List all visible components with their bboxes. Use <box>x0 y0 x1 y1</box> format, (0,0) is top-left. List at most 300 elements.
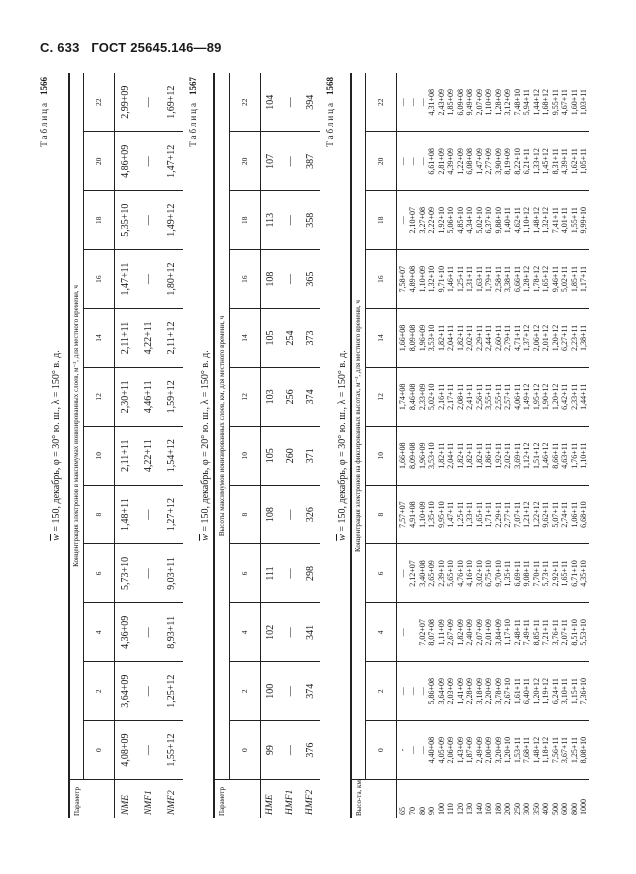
table-label <box>324 73 336 818</box>
cell-value: — <box>417 98 427 107</box>
cell-value: 260 <box>280 426 300 485</box>
hour-header: 8 <box>365 485 396 544</box>
table-row <box>579 73 589 818</box>
cell-value: 4,05+09 <box>437 721 447 780</box>
cell-value: 6,71+10 <box>570 544 580 603</box>
cell-value: 2,60+11 <box>494 309 504 368</box>
height-label: 180 <box>494 780 504 819</box>
cell-value: 2,81+09 <box>437 132 447 191</box>
cell-value: — <box>280 603 300 662</box>
cell-value: 1,35+11 <box>503 544 513 603</box>
table-row <box>396 73 408 818</box>
cell-value: 2,39+10 <box>437 544 447 603</box>
cell-value: — <box>137 603 160 662</box>
cell-value: 1,12+12 <box>522 426 532 485</box>
hour-header: 0 <box>229 721 260 780</box>
cell-value: 1,95+12 <box>532 367 542 426</box>
cell-value: 2,29+11 <box>494 485 504 544</box>
height-label: 80 <box>418 780 428 819</box>
height-label: 1000 <box>579 780 589 819</box>
table-row <box>427 73 437 818</box>
cell-value: 1,59+12 <box>160 367 183 426</box>
cell-value: 1,03+11 <box>579 89 588 116</box>
cell-value: 7,48+10 <box>512 88 522 116</box>
cell-value: 2,02+11 <box>465 309 475 368</box>
cell-value: 358 <box>300 191 320 250</box>
cell-value: 3,76+11 <box>551 603 561 662</box>
hour-header: 4 <box>365 603 396 662</box>
cell-value: 8,09+08 <box>408 426 418 485</box>
cell-value: 3,40+08 <box>418 544 428 603</box>
cell-value: 2,55+11 <box>494 367 504 426</box>
cell-value: 4,22+11 <box>137 309 160 368</box>
table-row <box>446 73 456 818</box>
cell-value: 5,94+11 <box>522 89 531 116</box>
row-label: NMF2 <box>160 780 183 819</box>
table-row <box>160 73 183 818</box>
cell-value: 2,02+11 <box>503 426 513 485</box>
cell-value: 6,40+11 <box>522 662 532 721</box>
cell-value: 6,08+08 <box>465 132 475 191</box>
hour-header: 10 <box>83 426 114 485</box>
cell-value: 3,27+08 <box>418 191 428 250</box>
table-row <box>437 73 447 818</box>
cell-value: — <box>280 132 300 191</box>
cell-value: 4,62+11 <box>513 191 523 250</box>
cell-value: 1,92+10 <box>437 191 447 250</box>
cell-value: 2,01+09 <box>484 603 494 662</box>
cell-value: — <box>397 98 407 107</box>
cell-value: — <box>280 485 300 544</box>
cell-value: 2,20+09 <box>484 662 494 721</box>
cell-value: 5,73+10 <box>114 544 137 603</box>
cell-value: 4,76+10 <box>456 544 466 603</box>
cell-value: 2,74+11 <box>560 485 570 544</box>
table-row <box>532 73 542 818</box>
page-number: С. 633 <box>40 40 80 55</box>
cell-value: 2,48+11 <box>513 603 523 662</box>
cell-value: — <box>137 544 160 603</box>
cell-value: 1,20+12 <box>551 309 561 368</box>
row-label: NME <box>114 780 137 819</box>
cell-value: 9,70+10 <box>494 544 504 603</box>
cell-value: 4,71+11 <box>513 309 523 368</box>
cell-value: 108 <box>260 485 280 544</box>
cell-value: 6,21+11 <box>522 132 532 191</box>
cell-value: 6,61+08 <box>427 132 437 191</box>
cell-value: 2,33+09 <box>418 367 428 426</box>
cell-value: 1,71+11 <box>484 485 494 544</box>
cell-value: 1,54+12 <box>160 426 183 485</box>
cell-value: — <box>396 132 408 191</box>
cell-value: 4,08+09 <box>114 721 137 780</box>
cell-value: 1,10+09 <box>484 88 493 116</box>
cell-value: 8,93+11 <box>160 603 183 662</box>
cell-value: 1,53+11 <box>513 721 523 780</box>
cell-value: 1,47+11 <box>114 250 137 309</box>
cell-value: 7,02+07 <box>418 603 428 662</box>
cell-value: 102 <box>260 603 280 662</box>
table-row <box>551 73 561 818</box>
height-label: 160 <box>484 780 494 819</box>
cell-value: 2,49+09 <box>475 721 485 780</box>
cell-value: 1,82+11 <box>456 426 466 485</box>
hour-header: 20 <box>83 132 114 191</box>
cell-value: 3,90+09 <box>494 132 504 191</box>
cell-value: 3,78+09 <box>494 662 504 721</box>
table-row <box>280 73 300 818</box>
cell-value: 4,01+11 <box>560 191 570 250</box>
cell-value: 1,27+12 <box>160 485 183 544</box>
cell-value: 2,07+11 <box>560 603 570 662</box>
cell-value: 1,48+12 <box>532 191 542 250</box>
cell-value: 2,30+11 <box>114 367 137 426</box>
cell-value: 2,44+11 <box>484 309 494 368</box>
table-1568 <box>324 73 592 818</box>
cell-value: 7,70+11 <box>532 544 542 603</box>
cell-value: 9,95+10 <box>437 485 447 544</box>
cell-value: 8,51+10 <box>570 603 580 662</box>
cell-value: 4,35+10 <box>579 544 589 603</box>
hour-header: 22 <box>94 98 103 106</box>
cell-value: — <box>418 721 428 780</box>
cell-value: 104 <box>264 94 276 110</box>
cell-value: 4,67+11 <box>560 89 569 116</box>
cell-value: 376 <box>300 721 320 780</box>
cell-value: — <box>284 97 296 108</box>
height-label: 70 <box>408 780 418 819</box>
cell-value: 3,38+11 <box>503 250 513 309</box>
cell-value: 2,67+09 <box>446 603 456 662</box>
cell-value: 1,47+11 <box>446 485 456 544</box>
title-variable: $\overline{w}$ <box>200 534 211 541</box>
cell-value: 1,65+12 <box>541 250 551 309</box>
cell-value: 6,37+10 <box>484 191 494 250</box>
cell-value: 1,61+11 <box>513 662 523 721</box>
cell-value: 2,67+10 <box>503 662 513 721</box>
height-label: 500 <box>551 780 561 819</box>
cell-value: 1,62+11 <box>570 132 580 191</box>
cell-value: 1,10+09 <box>418 250 428 309</box>
cell-value: — <box>280 721 300 780</box>
table-label-word: Таблица <box>325 101 335 147</box>
table-caption: Концентрация электронов на фиксированных высотах, м⁻³, для местного времени, ч <box>351 73 365 780</box>
title-text: = 150, декабрь, φ = 20° ю. ш., λ = 150° в. д. <box>200 350 211 535</box>
cell-value: 1,68+12 <box>541 88 550 116</box>
table-row <box>560 73 570 818</box>
cell-value: 2,08+11 <box>456 367 466 426</box>
cell-value: 2,04+11 <box>446 426 456 485</box>
cell-value: 8,85+11 <box>532 603 542 662</box>
cell-value: 8,07+08 <box>427 603 437 662</box>
cell-value: 6,09+08 <box>455 88 465 116</box>
table-label-word: Таблица <box>39 101 49 147</box>
cell-value: 1,45+12 <box>541 132 551 191</box>
cell-value: — <box>137 250 160 309</box>
table-number: 1567 <box>188 77 198 95</box>
cell-value: 371 <box>300 426 320 485</box>
hour-header: 12 <box>229 367 260 426</box>
cell-value: 7,57+07 <box>396 485 408 544</box>
cell-value: 373 <box>300 309 320 368</box>
cell-value: 1,66+08 <box>396 309 408 368</box>
cell-value: 2,99+09 <box>120 85 132 119</box>
table-label-word: Таблица <box>188 101 198 147</box>
hour-header: 0 <box>365 721 396 780</box>
standard-id: ГОСТ 25645.146—89 <box>91 40 222 55</box>
table-row <box>418 73 428 818</box>
cell-value: 1,80+12 <box>160 250 183 309</box>
hour-header: 10 <box>229 426 260 485</box>
cell-value: 1,05+11 <box>579 132 589 191</box>
cell-value: — <box>137 721 160 780</box>
cell-value: 2,28+09 <box>465 662 475 721</box>
cell-value: — <box>280 250 300 309</box>
cell-value: 8,08+10 <box>579 721 589 780</box>
cell-value: 1,90+12 <box>541 367 551 426</box>
cell-value: — <box>396 603 408 662</box>
hour-header: 14 <box>365 309 396 368</box>
table-row <box>570 73 580 818</box>
cell-value: 1,66+08 <box>396 426 408 485</box>
cell-value: 5,65+10 <box>446 544 456 603</box>
cell-value: 9,49+08 <box>465 88 474 116</box>
table-row <box>137 73 160 818</box>
cell-value: 387 <box>300 132 320 191</box>
hour-header: 18 <box>83 191 114 250</box>
height-label: 350 <box>532 780 542 819</box>
table-label <box>187 73 199 818</box>
height-label: 65 <box>396 780 408 819</box>
cell-value: 6,66+11 <box>513 250 523 309</box>
cell-value: 2,23+11 <box>570 309 580 368</box>
table-label <box>38 73 50 818</box>
height-label: 200 <box>503 780 513 819</box>
cell-value: 1,35+10 <box>427 485 437 544</box>
table-row <box>300 73 320 818</box>
height-label: 110 <box>446 780 456 819</box>
cell-value: — <box>137 485 160 544</box>
table-row <box>503 73 513 818</box>
row-label: NMF1 <box>137 780 160 819</box>
cell-value: 1,51+12 <box>532 426 542 485</box>
table-row <box>408 73 418 818</box>
hour-header: 4 <box>83 603 114 662</box>
cell-value: 1,63+11 <box>475 250 485 309</box>
hour-header: 16 <box>229 250 260 309</box>
cell-value: 4,16+10 <box>465 544 475 603</box>
cell-value: 1,38+11 <box>579 309 589 368</box>
cell-value: 6,24+11 <box>551 662 561 721</box>
cell-value: 1,69+12 <box>166 85 177 119</box>
cell-value: 2,10+07 <box>408 191 418 250</box>
cell-value: 9,62+11 <box>541 485 551 544</box>
cell-value: 7,36+10 <box>579 662 589 721</box>
cell-value: 374 <box>300 367 320 426</box>
cell-value: 3,64+09 <box>114 662 137 721</box>
hour-header: 10 <box>365 426 396 485</box>
cell-value: 9,71+10 <box>437 250 447 309</box>
cell-value: 2,03+09 <box>446 662 456 721</box>
cell-value: 2,33+11 <box>570 367 580 426</box>
cell-value: 108 <box>260 250 280 309</box>
cell-value: 1,46+11 <box>446 250 456 309</box>
cell-value: 4,39+11 <box>560 132 570 191</box>
cell-value: 254 <box>280 309 300 368</box>
cell-value: 105 <box>260 426 280 485</box>
hour-header: 6 <box>229 544 260 603</box>
cell-value: 1,82+11 <box>437 309 447 368</box>
cell-value: 1,86+11 <box>484 426 494 485</box>
hour-header: 22 <box>240 98 249 106</box>
table-1566 <box>38 73 184 818</box>
cell-value: 6,27+11 <box>560 309 570 368</box>
cell-value: 7,41+11 <box>551 191 561 250</box>
cell-value: 1,96+09 <box>418 309 428 368</box>
cell-value: 2,17+11 <box>446 367 456 426</box>
cell-value: 4,91+08 <box>408 485 418 544</box>
cell-value: 7,56+11 <box>551 721 561 780</box>
cell-value: 1,82+11 <box>437 426 447 485</box>
cell-value: 1,76+11 <box>570 426 580 485</box>
cell-value: 1,25+11 <box>456 250 466 309</box>
first-column-header: Параметр <box>69 780 114 819</box>
cell-value: — <box>137 132 160 191</box>
table-row <box>513 73 523 818</box>
table-title <box>50 73 64 818</box>
cell-value: 3,64+09 <box>437 662 447 721</box>
cell-value: 1,55+12 <box>160 721 183 780</box>
cell-value: 2,07+09 <box>475 603 485 662</box>
cell-value: 1,96+09 <box>418 426 428 485</box>
cell-value: 3,20+09 <box>494 721 504 780</box>
row-label: HMF2 <box>300 780 320 819</box>
caption-row <box>214 73 229 818</box>
cell-value: — <box>408 662 418 721</box>
hour-header: 4 <box>229 603 260 662</box>
title-text: = 150, декабрь, φ = 30° ю. ш., λ = 150° в. д. <box>51 350 62 535</box>
cell-value: 1,25+12 <box>160 662 183 721</box>
cell-value: 2,11+12 <box>160 309 183 368</box>
title-variable: $\overline{w}$ <box>51 534 62 541</box>
cell-value: 1,32+10 <box>427 250 437 309</box>
hour-header: 6 <box>365 544 396 603</box>
cell-value: 7,07+11 <box>513 485 523 544</box>
height-label: 600 <box>560 780 570 819</box>
cell-value: 2,77+09 <box>484 132 494 191</box>
cell-value: 1,10+12 <box>522 191 532 250</box>
cell-value: 113 <box>260 191 280 250</box>
caption-row <box>351 73 365 818</box>
cell-value: 1,28+12 <box>522 250 532 309</box>
cell-value: 1,41+09 <box>456 662 466 721</box>
cell-value: 3,69+11 <box>513 426 523 485</box>
cell-value: — <box>396 662 408 721</box>
height-label: 250 <box>513 780 523 819</box>
cell-value: 5,07+11 <box>551 485 561 544</box>
cell-value: 1,82+11 <box>465 426 475 485</box>
hour-header: 12 <box>365 367 396 426</box>
hour-header: 16 <box>365 250 396 309</box>
hours-row <box>83 73 114 818</box>
cell-value: — <box>280 191 300 250</box>
cell-value: 1,87+09 <box>465 721 475 780</box>
cell-value: 6,69+11 <box>513 544 523 603</box>
table-row <box>475 73 485 818</box>
height-label: 400 <box>541 780 551 819</box>
table-1567 <box>187 73 319 818</box>
cell-value: 1,44+11 <box>579 367 589 426</box>
cell-value: 1,40+11 <box>503 191 513 250</box>
table-row <box>465 73 475 818</box>
cell-value: 2,07+09 <box>474 88 484 116</box>
cell-value: 341 <box>300 603 320 662</box>
cell-value: 103 <box>260 367 280 426</box>
cell-value: — <box>396 544 408 603</box>
cell-value: 2,22+09 <box>427 191 437 250</box>
title-variable: $\overline{w}$ <box>337 534 348 541</box>
cell-value: 105 <box>260 309 280 368</box>
cell-value: 374 <box>300 662 320 721</box>
hour-header: 18 <box>365 191 396 250</box>
row-label: HMF1 <box>280 780 300 819</box>
cell-value: 1,10+11 <box>579 426 589 485</box>
cell-value: 4,36+09 <box>114 603 137 662</box>
cell-value: 9,03+11 <box>160 544 183 603</box>
cell-value: 1,19+12 <box>541 662 551 721</box>
first-column-header: Параметр <box>214 780 260 819</box>
cell-value: 2,41+11 <box>465 367 475 426</box>
cell-value: 99 <box>260 721 280 780</box>
cell-value: 2,11+11 <box>114 426 137 485</box>
cell-value: 1,28+09 <box>493 88 503 116</box>
cell-value: 3,53+10 <box>427 309 437 368</box>
cell-value: 1,82+09 <box>456 603 466 662</box>
cell-value: 6,75+10 <box>484 544 494 603</box>
cell-value: 2,06+09 <box>446 721 456 780</box>
cell-value: 1,85+11 <box>570 250 580 309</box>
data-table <box>350 73 589 818</box>
table-row <box>484 73 494 818</box>
cell-value: — <box>143 97 154 108</box>
hour-header: 12 <box>83 367 114 426</box>
data-table <box>68 73 183 818</box>
cell-value: 4,39+09 <box>446 132 456 191</box>
height-label: 120 <box>456 780 466 819</box>
cell-value: 2,40+09 <box>465 603 475 662</box>
cell-value: 1,65+11 <box>560 544 570 603</box>
cell-value: 1,43+09 <box>456 721 466 780</box>
hour-header: 20 <box>229 132 260 191</box>
cell-value: 1,33+12 <box>532 132 542 191</box>
cell-value: 2,01+12 <box>541 309 551 368</box>
cell-value: 4,85+10 <box>456 191 466 250</box>
cell-value: 2,56+11 <box>475 367 485 426</box>
cell-value: 3,53+10 <box>427 426 437 485</box>
cell-value: 3,02+10 <box>475 544 485 603</box>
cell-value: 5,02+10 <box>427 367 437 426</box>
cell-value: 2,29+11 <box>475 309 485 368</box>
cell-value: 1,33+11 <box>465 485 475 544</box>
cell-value: 4,63+11 <box>560 426 570 485</box>
cell-value: 365 <box>300 250 320 309</box>
cell-value: 1,82+11 <box>456 309 466 368</box>
cell-value: 6,68+10 <box>579 485 589 544</box>
cell-value: 8,09+08 <box>408 309 418 368</box>
cell-value: 8,46+08 <box>408 367 418 426</box>
cell-value: 1,55+11 <box>570 191 580 250</box>
hour-header: 14 <box>83 309 114 368</box>
